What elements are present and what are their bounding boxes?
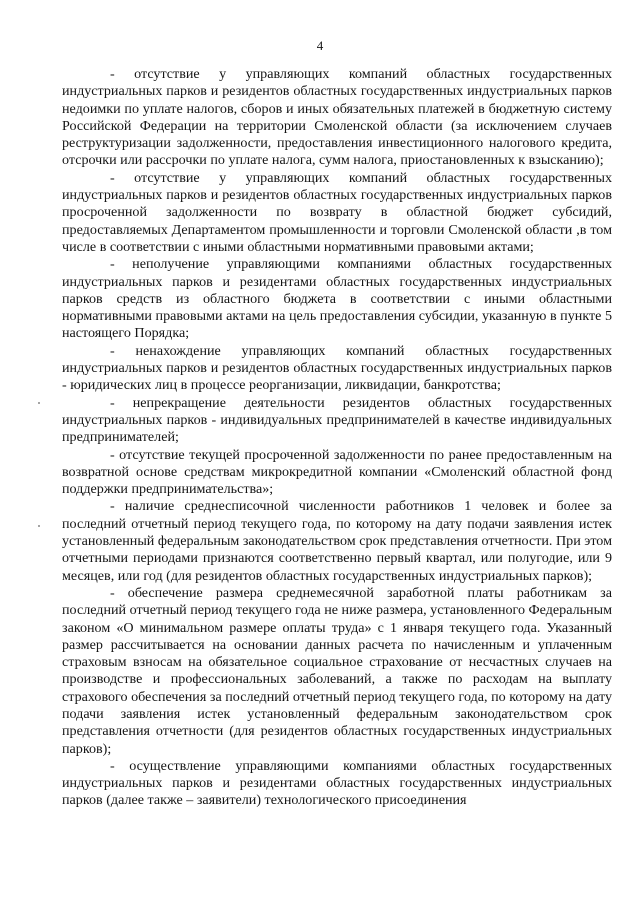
margin-mark xyxy=(38,525,40,527)
page-number: 4 xyxy=(316,38,324,53)
paragraph: - обеспечение размера среднемесячной заработной платы работникам за последний отчетный период текущего года не ниже размера, установленного Федеральным законом «О минимальном размере оплаты труда» с 1 января текущего года. Указанный размер рассчитывается на основании данных расчета по начисленным и уплаченным страховым взносам на обязательное социальное страхование от несчастных случаев на производстве и профессиональных заболеваний, а также по расходам на выплату страхового обеспечения за последний отчетный период текущего года, по которому на дату подачи заявления истек установленный федеральным законодательством срок представления отчетности (для резидентов областных государственных индустриальных парков); xyxy=(62,584,612,757)
paragraph: - отсутствие текущей просроченной задолженности по ранее предоставленным на возвратной основе средствам микрокредитной компании «Смоленский областной фонд поддержки предпринимательства»; xyxy=(62,446,612,498)
paragraph: - отсутствие у управляющих компаний областных государственных индустриальных парков и резидентов областных государственных индустриальных парков просроченной задолженности по возврату в областной бюджет субсидий, предоставляемых Департаментом промышленности и торговли Смоленской области ,в том числе в соответствии с иными областными нормативными правовыми актами; xyxy=(62,169,612,255)
paragraph: - непрекращение деятельности резидентов областных государственных индустриальных парков - индивидуальных предпринимателей в качестве индивидуальных предпринимателей; xyxy=(62,394,612,446)
paragraph: - наличие среднесписочной численности работников 1 человек и более за последний отчетный период текущего года, по которому на дату подачи заявления истек установленный федеральным законодательством срок представления отчетности. При этом отчетными периодами признаются соответственно первый квартал, или полугодие, или 9 месяцев, или год (для резидентов областных государственных индустриальных парков); xyxy=(62,498,612,584)
paragraph: - ненахождение управляющих компаний областных государственных индустриальных парков и резидентов областных государственных индустриальных парков - юридических лиц в процессе реорганизации, ликвидации, банкротства; xyxy=(62,342,612,394)
paragraph: - осуществление управляющими компаниями областных государственных индустриальных парков и резидентами областных государственных индустриальных парков (далее также – заявители) технологического присоединения xyxy=(62,757,612,809)
paragraph: - неполучение управляющими компаниями областных государственных индустриальных парков и резидентами областных государственных индустриальных парков средств из областного бюджета в соответствии с иными областными нормативными правовыми актами на цель предоставления субсидии, указанную в пункте 5 настоящего Порядка; xyxy=(62,256,612,342)
paragraph: - отсутствие у управляющих компаний областных государственных индустриальных парков и резидентов областных государственных индустриальных парков недоимки по уплате налогов, сборов и иных обязательных платежей в бюджетную систему Российской Федерации на территории Смоленской области (за исключением случаев реструктуризации задолженности, предоставления инвестиционного налогового кредита, отсрочки или рассрочки по уплате налога, сумм налога, приостановленных к взысканию); xyxy=(62,66,612,169)
margin-mark xyxy=(38,402,40,404)
document-body xyxy=(62,66,612,810)
